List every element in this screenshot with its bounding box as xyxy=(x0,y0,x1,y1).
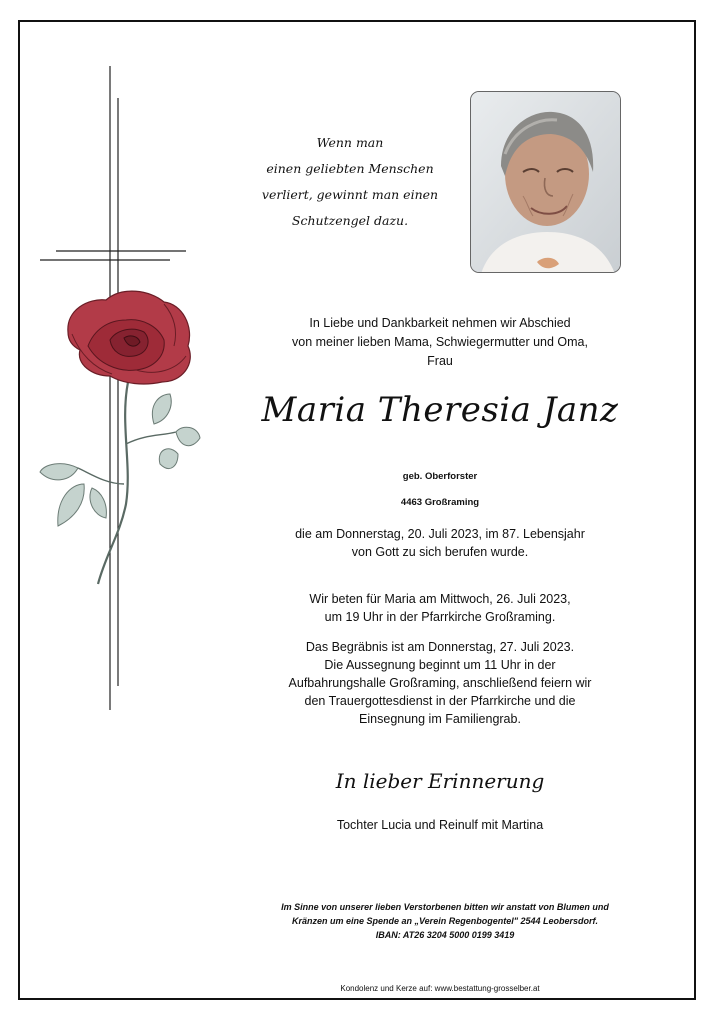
quote-line: verliert, gewinnt man einen xyxy=(261,187,439,202)
intro-text xyxy=(240,314,640,371)
donation-line: Im Sinne von unserer lieben Verstorbenen bitten wir anstatt von Blumen und xyxy=(281,902,609,912)
rosary-line: um 19 Uhr in der Pfarrkirche Großraming. xyxy=(324,610,556,624)
funeral-line: Die Aussegnung beginnt um 11 Uhr in der xyxy=(324,658,556,672)
death-line: die am Donnerstag, 20. Juli 2023, im 87. Lebensjahr xyxy=(295,527,585,541)
intro-line: von meiner lieben Mama, Schwiegermutter und Oma, xyxy=(292,335,588,349)
leaf xyxy=(152,394,171,424)
birth-info xyxy=(340,464,540,516)
rosary-notice xyxy=(240,590,640,626)
deceased-name: Maria Theresia Janz xyxy=(261,390,619,430)
leaf xyxy=(40,464,78,480)
funeral-line: Aufbahrungshalle Großraming, anschließend feiern wir xyxy=(288,676,592,690)
donation-iban: IBAN: AT26 3204 5000 0199 3419 xyxy=(375,930,515,940)
condolence-link[interactable]: Kondolenz und Kerze auf: www.bestattung-grosselber.at xyxy=(340,984,540,993)
birth-name: geb. Oberforster xyxy=(402,471,478,482)
portrait-image xyxy=(471,92,621,273)
death-notice xyxy=(240,525,640,561)
family-names: Tochter Lucia und Reinulf mit Martina xyxy=(336,818,544,832)
leaf xyxy=(58,484,84,526)
intro-line: In Liebe und Dankbarkeit nehmen wir Abschied xyxy=(309,316,571,330)
leaf xyxy=(176,427,200,446)
quote-line: Schutzengel dazu. xyxy=(291,213,409,228)
quote-line: einen geliebten Menschen xyxy=(266,161,434,176)
funeral-line: den Trauergottesdienst in der Pfarrkirche und die xyxy=(304,694,576,708)
memory-heading: In lieber Erinnerung xyxy=(335,769,545,793)
residence: 4463 Großraming xyxy=(400,497,480,508)
leaf xyxy=(159,449,178,469)
funeral-notice xyxy=(240,638,640,728)
death-line: von Gott zu sich berufen wurde. xyxy=(351,545,529,559)
funeral-line: Einsegnung im Familiengrab. xyxy=(359,712,521,726)
intro-line: Frau xyxy=(427,354,453,368)
quote-line: Wenn man xyxy=(316,135,384,150)
donation-line: Kränzen um eine Spende an „Verein Regenbogentel" 2544 Leobersdorf. xyxy=(291,916,598,926)
rosary-line: Wir beten für Maria am Mittwoch, 26. Juli 2023, xyxy=(309,592,571,606)
quote-block xyxy=(250,130,450,234)
leaf xyxy=(90,488,106,518)
cross-rose-illustration xyxy=(36,64,206,714)
funeral-line: Das Begräbnis ist am Donnerstag, 27. Juli 2023. xyxy=(305,640,575,654)
portrait-photo xyxy=(470,91,621,273)
donation-request xyxy=(210,900,680,942)
